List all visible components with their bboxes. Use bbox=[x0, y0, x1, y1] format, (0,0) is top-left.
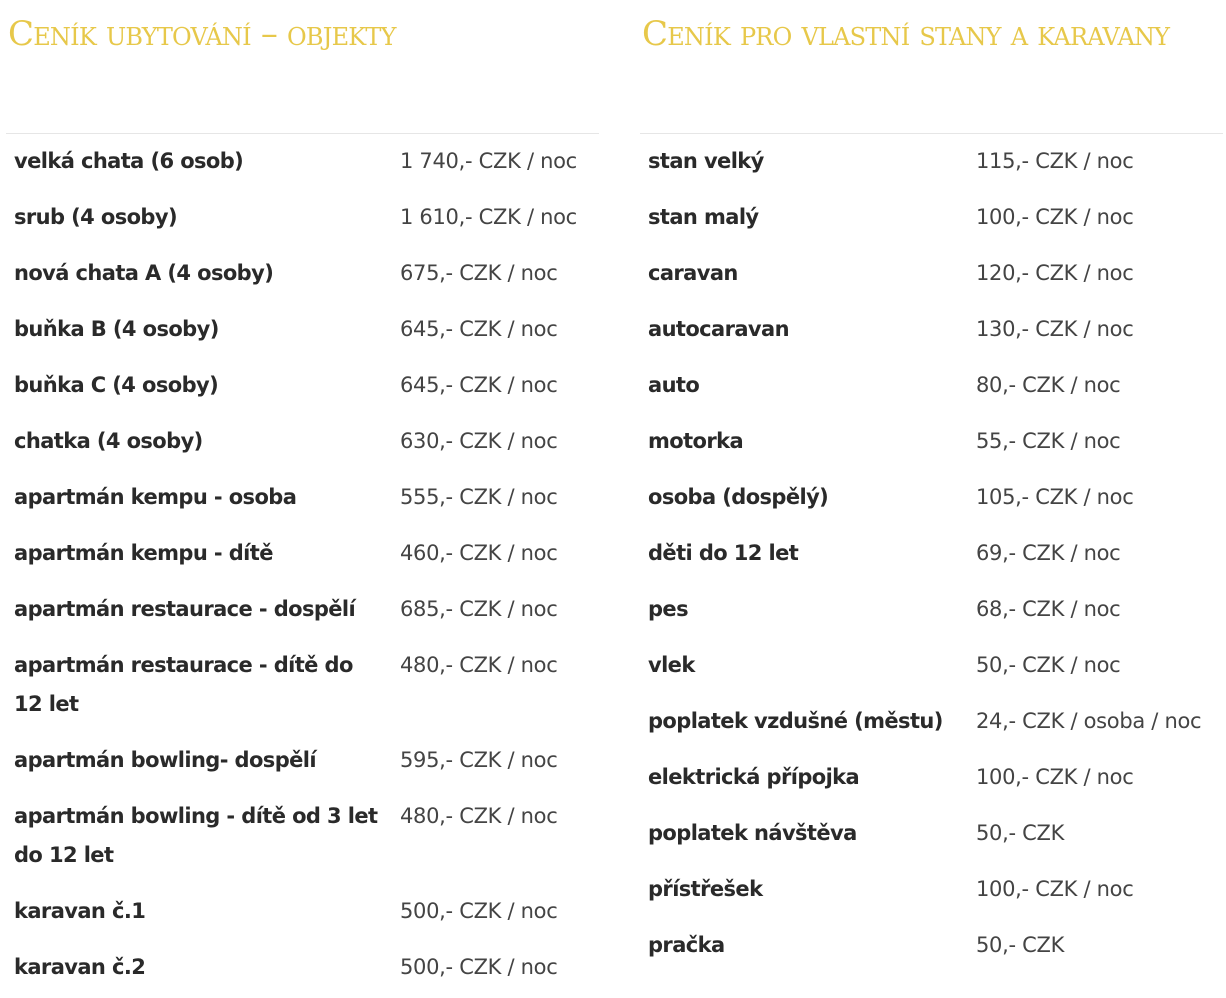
item-price: 555,- CZK / noc bbox=[400, 485, 558, 509]
accommodation-price-title: Ceník ubytování – objekty bbox=[8, 14, 396, 54]
item-name: caravan bbox=[648, 261, 738, 285]
item-name: auto bbox=[648, 373, 700, 397]
table-row bbox=[6, 358, 599, 414]
item-price: 500,- CZK / noc bbox=[400, 955, 558, 979]
table-row bbox=[6, 190, 599, 246]
item-price: 120,- CZK / noc bbox=[976, 261, 1134, 285]
table-row bbox=[640, 806, 1223, 862]
table-row bbox=[6, 414, 599, 470]
item-name: apartmán kempu - osoba bbox=[14, 485, 297, 509]
item-name: apartmán restaurace - dítě do 12 let bbox=[14, 653, 353, 716]
item-name: karavan č.1 bbox=[14, 899, 146, 923]
table-row bbox=[640, 918, 1223, 974]
item-price: 130,- CZK / noc bbox=[976, 317, 1134, 341]
table-row bbox=[640, 134, 1223, 191]
table-row bbox=[640, 638, 1223, 694]
table-row bbox=[640, 302, 1223, 358]
item-price: 80,- CZK / noc bbox=[976, 373, 1121, 397]
item-price: 55,- CZK / noc bbox=[976, 429, 1121, 453]
item-name: děti do 12 let bbox=[648, 541, 799, 565]
table-row bbox=[6, 884, 599, 940]
item-price: 69,- CZK / noc bbox=[976, 541, 1121, 565]
table-row bbox=[640, 190, 1223, 246]
table-row bbox=[6, 470, 599, 526]
table-row bbox=[6, 246, 599, 302]
item-name: velká chata (6 osob) bbox=[14, 149, 244, 173]
item-name: nová chata A (4 osoby) bbox=[14, 261, 274, 285]
table-row bbox=[640, 694, 1223, 750]
table-row bbox=[640, 526, 1223, 582]
item-price: 50,- CZK bbox=[976, 821, 1065, 845]
item-name: poplatek návštěva bbox=[648, 821, 857, 845]
item-name: pračka bbox=[648, 933, 725, 957]
item-name: poplatek vzdušné (městu) bbox=[648, 709, 943, 733]
table-row bbox=[640, 470, 1223, 526]
item-price: 595,- CZK / noc bbox=[400, 748, 558, 772]
item-price: 645,- CZK / noc bbox=[400, 317, 558, 341]
item-price: 68,- CZK / noc bbox=[976, 597, 1121, 621]
item-name: motorka bbox=[648, 429, 744, 453]
item-price: 115,- CZK / noc bbox=[976, 149, 1134, 173]
item-name: chatka (4 osoby) bbox=[14, 429, 203, 453]
item-name: pes bbox=[648, 597, 688, 621]
table-row bbox=[6, 134, 599, 191]
item-price: 630,- CZK / noc bbox=[400, 429, 558, 453]
item-price: 24,- CZK / osoba / noc bbox=[976, 709, 1202, 733]
camping-price-title: Ceník pro vlastní stany a karavany bbox=[642, 14, 1170, 54]
table-row bbox=[6, 302, 599, 358]
table-row bbox=[640, 246, 1223, 302]
item-price: 50,- CZK / noc bbox=[976, 653, 1121, 677]
table-row bbox=[640, 582, 1223, 638]
item-price: 100,- CZK / noc bbox=[976, 877, 1134, 901]
item-name: apartmán bowling- dospělí bbox=[14, 748, 316, 772]
table-row bbox=[6, 789, 599, 884]
table-row bbox=[6, 733, 599, 789]
item-price: 685,- CZK / noc bbox=[400, 597, 558, 621]
item-price: 100,- CZK / noc bbox=[976, 765, 1134, 789]
item-price: 1 610,- CZK / noc bbox=[400, 205, 577, 229]
item-price: 645,- CZK / noc bbox=[400, 373, 558, 397]
item-price: 105,- CZK / noc bbox=[976, 485, 1134, 509]
item-price: 50,- CZK bbox=[976, 933, 1065, 957]
table-row bbox=[6, 582, 599, 638]
item-price: 100,- CZK / noc bbox=[976, 205, 1134, 229]
table-row bbox=[6, 638, 599, 733]
item-name: apartmán bowling - dítě od 3 let do 12 let bbox=[14, 804, 378, 867]
item-price: 480,- CZK / noc bbox=[400, 804, 558, 828]
item-name: srub (4 osoby) bbox=[14, 205, 177, 229]
item-name: elektrická přípojka bbox=[648, 765, 860, 789]
accommodation-price-table bbox=[6, 133, 599, 996]
item-price: 675,- CZK / noc bbox=[400, 261, 558, 285]
item-name: autocaravan bbox=[648, 317, 789, 341]
table-row bbox=[640, 862, 1223, 918]
item-name: osoba (dospělý) bbox=[648, 485, 829, 509]
item-name: stan malý bbox=[648, 205, 759, 229]
item-name: buňka C (4 osoby) bbox=[14, 373, 219, 397]
item-name: vlek bbox=[648, 653, 695, 677]
table-row bbox=[640, 358, 1223, 414]
item-name: přístřešek bbox=[648, 877, 763, 901]
table-row bbox=[640, 414, 1223, 470]
item-name: apartmán kempu - dítě bbox=[14, 541, 273, 565]
table-row bbox=[6, 526, 599, 582]
item-price: 500,- CZK / noc bbox=[400, 899, 558, 923]
item-name: buňka B (4 osoby) bbox=[14, 317, 219, 341]
table-row bbox=[6, 940, 599, 996]
item-name: stan velký bbox=[648, 149, 764, 173]
camping-price-table bbox=[640, 133, 1223, 974]
item-name: apartmán restaurace - dospělí bbox=[14, 597, 356, 621]
item-price: 460,- CZK / noc bbox=[400, 541, 558, 565]
item-price: 480,- CZK / noc bbox=[400, 653, 558, 677]
table-row bbox=[640, 750, 1223, 806]
item-name: karavan č.2 bbox=[14, 955, 146, 979]
item-price: 1 740,- CZK / noc bbox=[400, 149, 577, 173]
